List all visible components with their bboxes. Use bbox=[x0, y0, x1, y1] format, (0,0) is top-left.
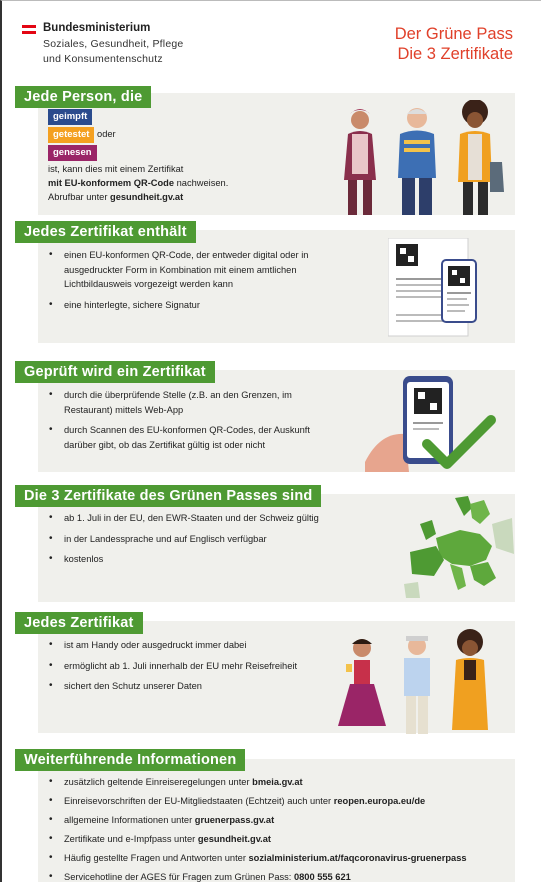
faq-link[interactable]: sozialministerium.at/faqcoronavirus-gruenerpass bbox=[248, 853, 467, 863]
persons-line3-prefix: Abrufbar unter bbox=[48, 192, 111, 202]
reopen-link[interactable]: reopen.europa.eu/de bbox=[333, 796, 426, 806]
info-text: zusätzlich geltende Einreiseregelungen unter bbox=[64, 777, 253, 787]
hotline-number[interactable]: 0800 555 621 bbox=[293, 872, 351, 882]
gesundheit-link-2[interactable]: gesundheit.gv.at bbox=[197, 834, 272, 844]
europe-map-illustration bbox=[400, 494, 515, 602]
persons-line2-bold: mit EU-konformem QR-Code bbox=[48, 178, 175, 188]
list-item bbox=[48, 794, 518, 809]
persons-line2-rest: nachweisen. bbox=[174, 178, 229, 188]
section-persons-heading: Jede Person, die bbox=[15, 86, 151, 108]
list-item bbox=[48, 851, 518, 866]
tag-vaccinated: geimpft bbox=[48, 109, 92, 125]
section-persons-text bbox=[48, 108, 228, 204]
document-title bbox=[395, 24, 513, 64]
gesundheit-link[interactable]: gesundheit.gv.at bbox=[110, 192, 184, 202]
bmeia-link[interactable]: bmeia.gv.at bbox=[252, 777, 303, 787]
travellers-illustration bbox=[320, 628, 510, 734]
three-people-illustration bbox=[330, 100, 510, 215]
info-text: Häufig gestellte Fragen und Antworten unter bbox=[64, 853, 249, 863]
org-name-line3: und Konsumentenschutz bbox=[43, 53, 163, 65]
list-item: • eine hinterlegte, sichere Signatur bbox=[48, 298, 338, 313]
certificate-documents-illustration bbox=[388, 238, 498, 338]
persons-line1: ist, kann dies mit einem Zertifikat bbox=[48, 164, 184, 174]
list-item: • sichert den Schutz unserer Daten bbox=[48, 679, 338, 694]
list-item: • ermöglicht ab 1. Juli innerhalb der EU mehr Reisefreiheit bbox=[48, 659, 338, 674]
title-line1: Der Grüne Pass bbox=[394, 25, 513, 43]
section-properties-heading: Die 3 Zertifikate des Grünen Passes sind bbox=[15, 485, 321, 507]
section-contents-heading: Jedes Zertifikat enthält bbox=[15, 221, 196, 243]
austria-flag-icon bbox=[22, 25, 36, 34]
info-text: Einreisevorschriften der EU-Mitgliedstaaten (Echtzeit) auch unter bbox=[64, 796, 334, 806]
section-every-cert-heading: Jedes Zertifikat bbox=[15, 612, 143, 634]
phone-scan-illustration bbox=[365, 372, 500, 474]
or-text: oder bbox=[97, 129, 116, 139]
list-item bbox=[48, 775, 518, 790]
section-contents-list bbox=[48, 248, 338, 318]
list-item: • kostenlos bbox=[48, 552, 368, 567]
tag-recovered: genesen bbox=[48, 145, 97, 161]
list-item: • ist am Handy oder ausgedruckt immer dabei bbox=[48, 638, 338, 653]
list-item: • einen EU-konformen QR-Code, der entweder digital oder in ausgedruckter Form in Kombination mit einem amtlichen Lichtbildausweis vorgezeigt werden kann bbox=[48, 248, 338, 292]
list-item bbox=[48, 813, 518, 828]
list-item: • durch die überprüfende Stelle (z.B. an den Grenzen, im Restaurant) mittels Web-App bbox=[48, 388, 328, 417]
section-more-info-heading: Weiterführende Informationen bbox=[15, 749, 245, 771]
gruenerpass-link[interactable]: gruenerpass.gv.at bbox=[194, 815, 275, 825]
info-text: Servicehotline der AGES für Fragen zum Grünen Pass: bbox=[64, 872, 294, 882]
info-text: allgemeine Informationen unter bbox=[64, 815, 195, 825]
tag-tested: getestet bbox=[48, 127, 94, 143]
section-verification-list bbox=[48, 388, 328, 458]
list-item: • durch Scannen des EU-konformen QR-Codes, der Auskunft darüber gibt, ob das Zertifikat gültig ist oder nicht bbox=[48, 423, 328, 452]
list-item: • in der Landessprache und auf Englisch verfügbar bbox=[48, 532, 368, 547]
org-name-line1: Bundesministerium bbox=[43, 22, 151, 34]
list-item bbox=[48, 832, 518, 847]
section-every-cert-list bbox=[48, 638, 338, 700]
list-item bbox=[48, 870, 518, 882]
info-text: Zertifikate und e-Impfpass unter bbox=[64, 834, 198, 844]
org-name-line2: Soziales, Gesundheit, Pflege bbox=[43, 38, 184, 50]
section-properties-list bbox=[48, 511, 368, 573]
title-line2: Die 3 Zertifikate bbox=[397, 45, 513, 63]
section-more-info-list bbox=[48, 775, 518, 882]
section-verification-heading: Geprüft wird ein Zertifikat bbox=[15, 361, 215, 383]
list-item: • ab 1. Juli in der EU, den EWR-Staaten und der Schweiz gültig bbox=[48, 511, 368, 526]
